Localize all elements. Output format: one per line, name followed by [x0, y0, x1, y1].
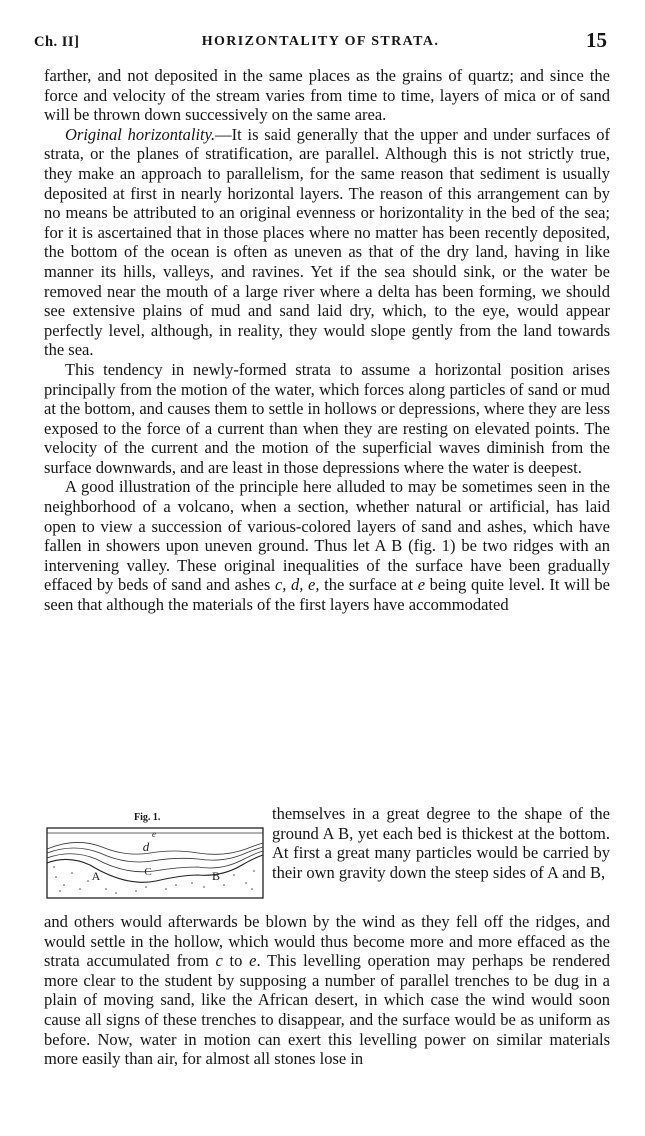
paragraph-continued: farther, and not deposited in the same places as the grains of quartz; and since the force and velocity of the stream varies from time to time, layers of mica or of sand will be thrown down successively on the same area. — [44, 66, 610, 125]
figure-1 — [44, 804, 268, 912]
text-run: . This levelling operation may perhaps be rendered more clear to the student by supposing a number of parallel trenches to be dug in a plain of moving sand, like the African desert, in which case the wind would soon cause all signs of these trenches to disappear, and the surface would be as uniform as before. Now, water in motion can exert this levelling power on similar materials more easily than air, for almost all stones lose in — [44, 951, 610, 1069]
page-number: 15 — [586, 28, 607, 52]
italic-letter: e — [417, 575, 426, 595]
paragraph-levelling — [44, 912, 610, 1069]
running-title: HORIZONTALITY OF STRATA. — [201, 34, 440, 49]
text-run: to — [222, 951, 250, 971]
chapter-reference: Ch. II] — [34, 34, 80, 50]
paragraph-original-horizontality — [44, 125, 610, 360]
label-c: C — [144, 866, 152, 878]
paragraph-beside-figure: themselves in a great degree to the shape of the ground A B, yet each bed is thickest at the bottom. At first a great many particles would be carried by their own gravity down the steep sides of A and B, — [272, 804, 610, 882]
text-run: A good illustration of the principle here alluded to may be sometimes seen in the neighborhood of a volcano, when a section, whether natural or artificial, has laid open to view a succession of various-colored layers of sand and ashes, which have fallen in showers upon uneven ground. Thus let A B (fig. 1) be two ridges with an intervening valley. These original inequalities of the surface have been gradually effaced by beds of sand and ashes — [44, 477, 610, 595]
figure-block — [44, 804, 610, 912]
label-d: d — [142, 839, 150, 854]
label-a: A — [91, 869, 101, 883]
sand-stipple — [53, 866, 255, 894]
italic-letter: e — [249, 951, 257, 971]
paragraph-body: —It is said generally that the upper and under surfaces of strata, or the planes of stratification, are parallel. Although this is not strictly true, they make an approach to parallelism, for the same reason that sediment is usually deposited at first in nearly horizontal layers. The reason of this arrangement can by no means be attributed to an original evenness or horizontality in the bed of the sea; for it is ascertained that in those places where no matter has been recently deposited, the bottom of the ocean is often as uneven as that of the dry land, having in like manner its hills, valleys, and ravines. Yet if the sea should sink, or the water be removed near the mouth of a large river where a delta has been forming, we should see extensive plains of mud and sand laid dry, which, to the eye, would appear perfectly level, although, in reality, they would slope gently from the land towards the sea. — [44, 124, 610, 360]
main-text — [44, 66, 610, 615]
text-run: and others would afterwards be blown by the wind as they fell off the ridges, and would settle in the hollow, which would thus become more and more effaced as the strata accumulated from — [44, 912, 610, 971]
ground-line-a-b — [47, 855, 263, 882]
paragraph-illustration — [44, 477, 610, 614]
paragraph-tendency: This tendency in newly-formed strata to assume a horizontal position arises principally from the motion of the water, which forces along particles of sand or mud at the bottom, and causes them to settle in hollows or depressions, where they are less exposed to the force of a current than when they are resting on elevated points. The velocity of the current and the motion of the superficial waves diminish from the surface downwards, and are least in those depressions where the water is deepest. — [44, 359, 610, 477]
text-run: the surface at — [319, 575, 418, 595]
label-b: B — [211, 869, 221, 883]
running-header — [34, 22, 607, 62]
strata-cross-section-diagram — [46, 827, 264, 899]
italic-letters: c, d, e, — [274, 575, 320, 595]
figure-wrap-text — [272, 804, 610, 882]
section-heading: Original horizontality. — [65, 124, 216, 144]
text-run: being quite level. It will be seen that although the materials of the first layers have accommodated — [44, 575, 610, 615]
label-e: e — [152, 829, 156, 839]
lower-text — [44, 912, 610, 1069]
figure-caption: Fig. 1. — [134, 812, 161, 823]
italic-letter: c — [215, 951, 223, 971]
